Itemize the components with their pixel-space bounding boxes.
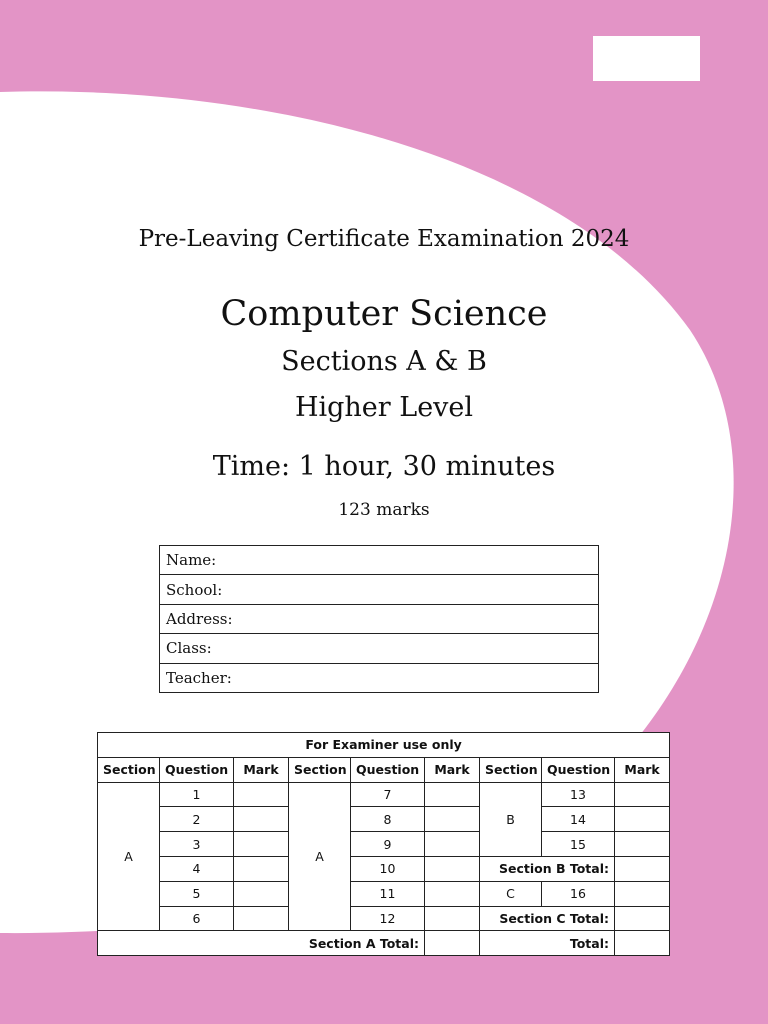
- mark-cell: [425, 906, 480, 931]
- question-number: 1: [160, 782, 234, 807]
- mark-cell: [425, 856, 480, 881]
- question-number: 13: [542, 782, 615, 807]
- question-number: 14: [542, 807, 615, 832]
- mark-cell: [615, 931, 670, 956]
- header-mark: Mark: [425, 757, 480, 782]
- examiner-table-title: For Examiner use only: [98, 733, 670, 758]
- header-question: Question: [160, 757, 234, 782]
- examiner-table: [97, 732, 670, 956]
- mark-cell: [234, 881, 289, 906]
- section-c-total-label: Section C Total:: [480, 906, 615, 931]
- section-a-cell: A: [98, 782, 160, 931]
- mark-cell: [425, 832, 480, 857]
- mark-cell: [234, 832, 289, 857]
- mark-cell: [615, 856, 670, 881]
- question-number: 11: [351, 881, 425, 906]
- field-class-label: Class:: [160, 634, 599, 663]
- mark-cell: [615, 832, 670, 857]
- section-b-total-label: Section B Total:: [480, 856, 615, 881]
- question-number: 5: [160, 881, 234, 906]
- field-address-label: Address:: [160, 604, 599, 633]
- mark-cell: [615, 807, 670, 832]
- student-field-row: [160, 634, 599, 663]
- mark-cell: [425, 782, 480, 807]
- student-field-row: [160, 604, 599, 633]
- question-number: 7: [351, 782, 425, 807]
- table-row: [98, 906, 670, 931]
- mark-cell: [234, 807, 289, 832]
- level-label: Higher Level: [294, 392, 474, 423]
- section-c-cell: C: [480, 881, 542, 906]
- grand-total-label: Total:: [480, 931, 615, 956]
- mark-cell: [234, 782, 289, 807]
- mark-cell: [615, 782, 670, 807]
- question-number: 6: [160, 906, 234, 931]
- table-row: [98, 881, 670, 906]
- header-question: Question: [542, 757, 615, 782]
- exam-title: Pre-Leaving Certificate Examination 2024: [138, 226, 630, 252]
- question-number: 10: [351, 856, 425, 881]
- table-row: [98, 832, 670, 857]
- totals-row: [98, 931, 670, 956]
- header-mark: Mark: [615, 757, 670, 782]
- mark-cell: [615, 906, 670, 931]
- section-b-cell: B: [480, 782, 542, 856]
- mark-cell: [425, 807, 480, 832]
- sections-label: Sections A & B: [281, 346, 487, 377]
- table-row: [98, 856, 670, 881]
- question-number: 12: [351, 906, 425, 931]
- field-name-label: Name:: [160, 546, 599, 575]
- student-field-row: [160, 575, 599, 604]
- student-field-row: [160, 546, 599, 575]
- mark-cell: [425, 931, 480, 956]
- student-field-row: [160, 663, 599, 692]
- field-teacher-label: Teacher:: [160, 663, 599, 692]
- table-row: [98, 782, 670, 807]
- header-section: Section: [289, 757, 351, 782]
- marks-label: 123 marks: [338, 500, 430, 520]
- mark-cell: [234, 906, 289, 931]
- mark-cell: [615, 881, 670, 906]
- time-label: Time: 1 hour, 30 minutes: [212, 451, 556, 482]
- mark-cell: [234, 856, 289, 881]
- field-school-label: School:: [160, 575, 599, 604]
- section-a-total-label: Section A Total:: [98, 931, 425, 956]
- header-question: Question: [351, 757, 425, 782]
- question-number: 9: [351, 832, 425, 857]
- section-a-cell: A: [289, 782, 351, 931]
- mark-cell: [425, 881, 480, 906]
- subject-title: Computer Science: [220, 294, 548, 334]
- header-mark: Mark: [234, 757, 289, 782]
- question-number: 16: [542, 881, 615, 906]
- question-number: 15: [542, 832, 615, 857]
- question-number: 8: [351, 807, 425, 832]
- table-row: [98, 807, 670, 832]
- header-row: [98, 757, 670, 782]
- candidate-number-box: [593, 36, 700, 81]
- header-section: Section: [480, 757, 542, 782]
- header-section: Section: [98, 757, 160, 782]
- question-number: 3: [160, 832, 234, 857]
- question-number: 2: [160, 807, 234, 832]
- student-details-table: [159, 545, 599, 693]
- question-number: 4: [160, 856, 234, 881]
